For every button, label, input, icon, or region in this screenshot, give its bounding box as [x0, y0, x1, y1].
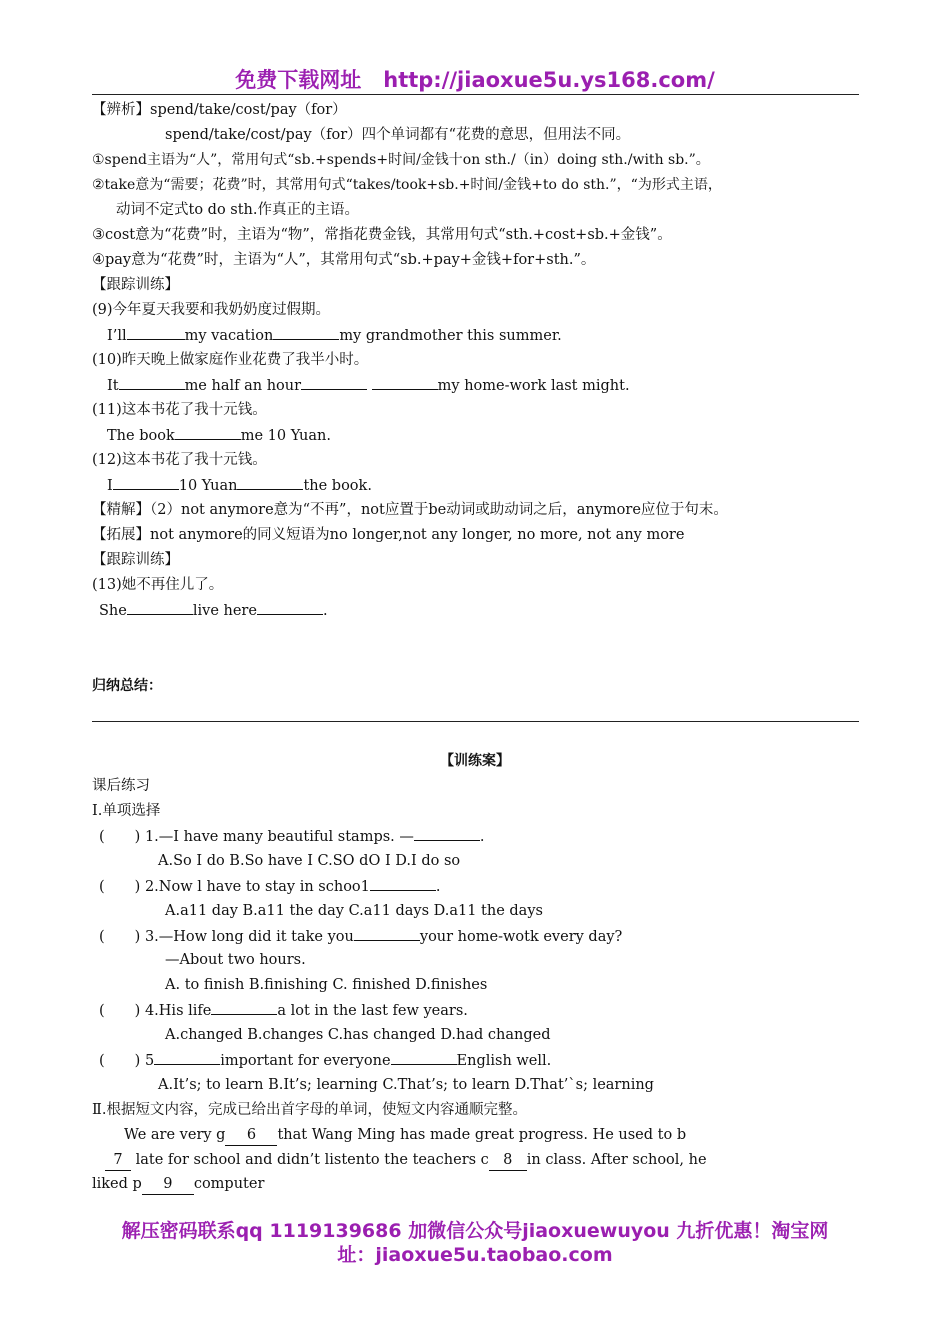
blank[interactable]: [273, 325, 339, 340]
passage-line-2: 7 late for school and didn’t listento the teachers c 8 in class. After school, he: [105, 1150, 707, 1171]
explanation: 【精解】（2）not anymore意为“不再”，not应置于be动词或助动词之后，anymore应位于句末。: [92, 502, 728, 518]
mc-item-2-options: A.a11 day B.a11 the day C.a11 days D.a11 the days: [165, 903, 543, 919]
question-11: (11)这本书花了我十元钱。: [92, 402, 267, 418]
mc-item-3-line2: —About two hours.: [165, 952, 306, 968]
analysis-point-4: ④pay意为“花费”时，主语为“人”，其常用句式“sb.+pay+金钱+for+sth.”。: [92, 252, 596, 268]
blank[interactable]: [127, 600, 193, 615]
question-13-answer: She live here .: [99, 600, 328, 621]
analysis-point-2: ②take意为“需要；花费”时，其常用句式“takes/took+sb.+时间/金钱+to do sth.”，“为形式主语，: [92, 177, 722, 193]
question-13: (13)她不再住儿了。: [92, 577, 224, 593]
footer-line-2: 址：jiaoxue5u.taobao.com: [337, 1244, 613, 1266]
blank[interactable]: [372, 375, 438, 390]
blank-8[interactable]: 8: [489, 1150, 527, 1171]
extension: 【拓展】not anymore的同义短语为no longer,not any longer, no more, not any more: [92, 527, 685, 543]
blank[interactable]: [119, 375, 185, 390]
blank[interactable]: [301, 375, 367, 390]
blank[interactable]: [237, 475, 303, 490]
analysis-title: 【辨析】spend/take/cost/pay（for）: [92, 102, 347, 118]
summary-rule: [92, 721, 859, 722]
part-2-title: Ⅱ.根据短文内容，完成已给出首字母的单词，使短文内容通顺完整。: [92, 1102, 527, 1118]
mc-item-4: ( ) 4.His life a lot in the last few years.: [99, 1000, 468, 1021]
mc-item-3-options: A. to finish B.finishing C. finished D.finishes: [165, 977, 488, 993]
training-title: 【训练案】: [440, 753, 510, 769]
question-11-answer: The book me 10 Yuan.: [107, 425, 331, 446]
mc-item-1-options: A.So I do B.So have I C.SO dO I D.I do so: [158, 853, 461, 869]
blank-6[interactable]: 6: [225, 1125, 277, 1146]
practice-title-2: 【跟踪训练】: [92, 552, 179, 568]
analysis-point-1: ①spend主语为“人”，常用句式“sb.+spends+时间/金钱十on sth./（in）doing sth./with sb.”。: [92, 152, 710, 168]
header-rule: [92, 94, 859, 95]
blank-7[interactable]: 7: [105, 1150, 131, 1171]
header-url-link[interactable]: http://jiaoxue5u.ys168.com/: [383, 68, 715, 92]
blank[interactable]: [257, 600, 323, 615]
mc-item-5-options: A.It’s; to learn B.It’s; learning C.That’s; to learn D.That’`s; learning: [158, 1077, 654, 1093]
blank[interactable]: [175, 425, 241, 440]
analysis-point-3: ③cost意为“花费”时，主语为“物”，常指花费金钱，其常用句式“sth.+cost+sb.+金钱”。: [92, 227, 672, 243]
footer-line-1: 解压密码联系qq 1119139686 加微信公众号jiaoxuewuyou 九折优惠！淘宝网: [121, 1220, 829, 1242]
blank[interactable]: [113, 475, 179, 490]
passage-line-1: We are very g 6 that Wang Ming has made great progress. He used to b: [124, 1125, 686, 1146]
training-subtitle: 课后练习: [92, 778, 150, 794]
blank[interactable]: [391, 1050, 457, 1065]
analysis-point-2-cont: 动词不定式to do sth.作真正的主语。: [116, 202, 360, 218]
passage-line-3: liked p 9 computer: [92, 1174, 264, 1195]
blank[interactable]: [154, 1050, 220, 1065]
question-9: (9)今年夏天我要和我奶奶度过假期。: [92, 302, 331, 318]
mc-item-3: ( ) 3.—How long did it take you your home-wotk every day?: [99, 926, 622, 947]
blank[interactable]: [414, 826, 480, 841]
blank[interactable]: [370, 876, 436, 891]
mc-item-1: ( ) 1.—I have many beautiful stamps. — .: [99, 826, 485, 847]
blank[interactable]: [211, 1000, 277, 1015]
question-12-answer: I 10 Yuan the book.: [107, 475, 372, 496]
question-12: (12)这本书花了我十元钱。: [92, 452, 267, 468]
mc-item-5: ( ) 5 important for everyone English well.: [99, 1050, 551, 1071]
blank[interactable]: [354, 926, 420, 941]
mc-item-4-options: A.changed B.changes C.has changed D.had changed: [165, 1027, 551, 1043]
site-header: [0, 64, 950, 94]
question-10: (10)昨天晚上做家庭作业花费了我半小时。: [92, 352, 369, 368]
blank[interactable]: [127, 325, 185, 340]
question-10-answer: It me half an hour my home-work last might.: [107, 375, 630, 396]
header-label: 免费下载网址: [235, 68, 362, 92]
analysis-intro: spend/take/cost/pay（for）四个单词都有“花费的意思，但用法不同。: [165, 127, 631, 143]
part-1-title: Ⅰ.单项选择: [92, 803, 161, 819]
blank-9[interactable]: 9: [142, 1174, 194, 1195]
mc-item-2: ( ) 2.Now l have to stay in schoo1 .: [99, 876, 441, 897]
question-9-answer: I’ll my vacation my grandmother this summer.: [107, 325, 562, 346]
practice-title: 【跟踪训练】: [92, 277, 179, 293]
summary-label: 归纳总结：: [92, 678, 162, 694]
